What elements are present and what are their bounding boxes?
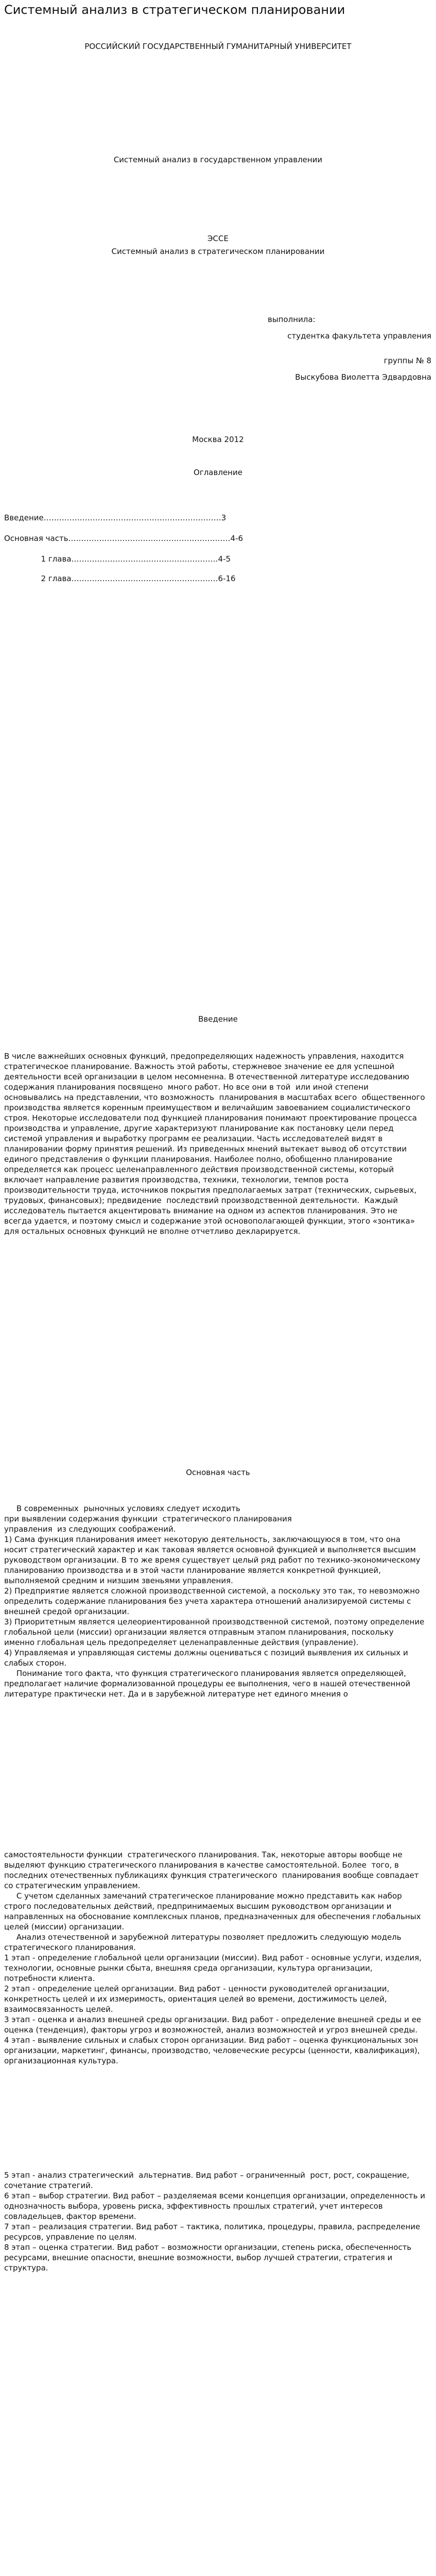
- document-title: Системный анализ в стратегическом планировании: [4, 3, 345, 17]
- toc-entry: Введение……………………………………………………………3: [4, 513, 226, 522]
- student-faculty: студентка факультета управления: [287, 331, 431, 341]
- main-text-part-3: 5 этап - анализ стратегический альтернатив. Вид работ – ограниченный рост, рост, сокращение, сочетание стратегий. 6 этап – выбор стратегии. Вид работ – разделяемая всеми концепция организации, определенность и однозначность выбора, уровень риска, эффективность прошлых стратегий, учет интересов совладельцев, фактор времени. 7 этап – реализация стратегии. Вид работ – тактика, политика, процедуры, правила, распределение ресурсов, управление по целям. 8 этап – оценка стратегии. Вид работ – возможности организации, степень риска, обеспеченность ресурсами, внешние опасности, внешние возможности, выбор лучшей стратегии, стратегия и структура.: [4, 2171, 426, 2273]
- main-text-part-1: В современных рыночных условиях следует исходить при выявлении содержания функции стратегического планирования управления из следующих соображений. 1) Сама функция планирования имеет некоторую деятельность, заключающуюся в том, что она носит стратегический характер и как таковая является основной функцией и выполняется высшим руководством организации. В то же время существует целый ряд работ по технико-экономическому планированию производства и в этой части планирование является конкретной функцией, выполняемой средним и низшим звеньями управления. 2) Предприятие является сложной производственной системой, а поскольку это так, то невозможно определить содержание планирования без учета характера отношений анализируемой системы с внешней средой организации. 3) Приоритетным является целеориентированной производственной системой, поэтому определение глобальной цели (миссии) организации является отправным этапом планирования, поскольку именно глобальная цель предопределяет целенаправленные действия (управление). 4) Управляемая и управляющая системы должны оцениваться с позиций выявления их сильных и слабых сторон. Понимание того факта, что функция стратегического планирования является определяющей, предполагает наличие формализованной процедуры ее выполнения, чего в нашей отечественной литературе практически нет. Да и в зарубежной литературе нет единого мнения о: [4, 1504, 425, 1699]
- toc-entry: 1 глава…………………………………………………4-5: [4, 554, 231, 564]
- student-name: Выскубова Виолетта Эдвардовна: [295, 372, 431, 382]
- main-heading: Основная часть: [186, 1468, 250, 1477]
- essay-label: ЭССЕ: [207, 234, 229, 243]
- main-text-part-2: самостоятельности функции стратегического планирования. Так, некоторые авторы вообще не выделяют функцию стратегического планирования в качестве самостоятельной. Более того, в последних отечественных публикациях функция стратегического планирования вообще совпадает со стратегическим управлением. С учетом сделанных замечаний стратегическое планирование можно представить как набор строго последовательных действий, предпринимаемых высшим руководством организации и направленных на обоснование комплексных планов, предназначенных для обеспечения глобальных целей (миссии) организации. Анализ отечественной и зарубежной литературы позволяет предложить следующую модель стратегического планирования. 1 этап - определение глобальной цели организации (миссии). Вид работ - основные услуги, изделия, технологии, основные рынки сбыта, внешняя среда организации, культура организации, потребности клиента. 2 этап - определение целей организации. Вид работ - ценности руководителей организации, конкретность целей и их измеримость, ориентация целей во времени, достижимость целей, взаимосвязанность целей. 3 этап - оценка и анализ внешней среды организации. Вид работ - определение внешней среды и ее оценка (тенденция), факторы угроз и возможностей, анализ возможностей и угроз внешней среды. 4 этап - выявление сильных и слабых сторон организации. Вид работ – оценка функциональных зон организации, маркетинг, финансы, производство, человеческие ресурсы (ценности, квалификация), организационная культура.: [4, 1850, 422, 2065]
- essay-topic: Системный анализ в стратегическом планировании: [111, 247, 325, 256]
- toc-title: Оглавление: [194, 468, 242, 477]
- student-group: группы № 8: [383, 356, 431, 365]
- city-year: Москва 2012: [192, 435, 244, 444]
- toc-entry: 2 глава…………………………………………………6-16: [4, 574, 236, 583]
- department-name: Системный анализ в государственном управлении: [113, 155, 323, 164]
- university-name: РОССИЙСКИЙ ГОСУДАРСТВЕННЫЙ ГУМАНИТАРНЫЙ УНИВЕРСИТЕТ: [84, 42, 352, 51]
- performed-by-label: выполнила:: [268, 315, 316, 324]
- toc-entry: Основная часть………………………………………………………4-6: [4, 534, 243, 543]
- intro-heading: Введение: [198, 1014, 238, 1024]
- intro-paragraph: В числе важнейших основных функций, предопределяющих надежность управления, находится стратегическое планирование. Важность этой работы, стержневое значение ее для успешной деятельности всей организации в целом несомненна. В отечественной литературе исследованию содержания планирования посвящено много работ. Но все они в той или иной степени основывались на представлении, что возможность планирования в масштабах всего общественного производства является коренным преимуществом и величайшим завоеванием социалистического строя. Некоторые исследователи под функцией планирования понимают проектирование процесса производства и управление, другие характеризуют планирование как постановку цели перед системой управления и выработку программ ее реализации. Часть исследователей видят в планировании форму принятия решений. Из приведенных мнений вытекает вывод об отсутствии единого представления о функции планирования. Наиболее полно, обобщенно планирование определяется как процесс целенаправленного действия производственной системы, который включает направление развития производства, техники, технологии, темпов роста производительности труда, источников покрытия предполагаемых затрат (технических, сырьевых, трудовых, финансовых); предвидение последствий производственной деятельности. Каждый исследователь пытается акцентировать внимание на одном из аспектов планирования. Это не всегда удается, и поэтому смысл и содержание этой основополагающей функции, этого «зонтика» для остальных основных функций не вполне отчетливо декларируется.: [4, 1052, 428, 1236]
